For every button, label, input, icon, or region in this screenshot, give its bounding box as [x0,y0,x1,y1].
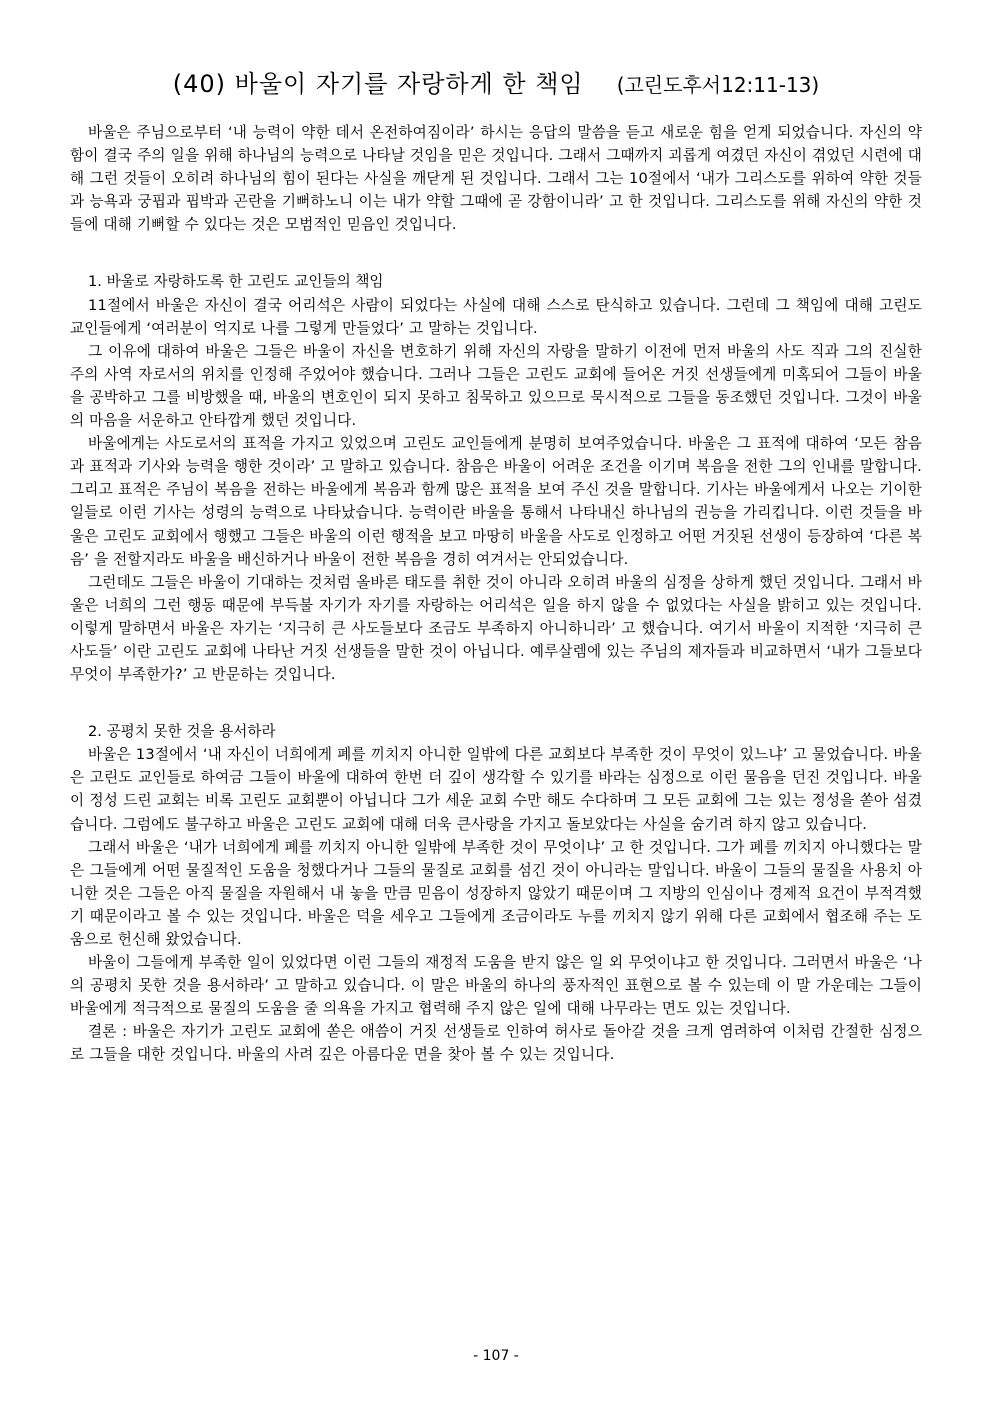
section1-paragraph: 11절에서 바울은 자신이 결국 어리석은 사람이 되었다는 사실에 대해 스스로 탄식하고 있습니다. 그런데 그 책임에 대해 고린도 교인들에게 ‘여러분이 억지로 나를 그렇게 만들었다’ 고 말하는 것입니다. [70,296,922,337]
title-row [70,64,922,99]
section2-paragraph: 바울은 13절에서 ‘내 자신이 너희에게 폐를 끼치지 아니한 일밖에 다른 교회보다 부족한 것이 무엇이 있느냐’ 고 물었습니다. 바울은 고린도 교인들로 하여금 그들이 바울에 대하여 한번 더 깊이 생각할 수 있기를 바라는 심정으로 이런 물음을 던진 것입니다. 바울이 정성 드린 교회는 비록 고린도 교회뿐이 아닙니다 그가 세운 교회 수만 해도 수다하며 그 모든 교회에 그는 있는 정성을 쏟아 섬겼습니다. 그럼에도 불구하고 바울은 고린도 교회에 대해 더욱 큰사랑을 가지고 돌보았다는 사실을 숨기려 하지 않고 있습니다. [70,746,922,833]
page-title: (40) 바울이 자기를 자랑하게 한 책임 [172,70,584,98]
intro-paragraph: 바울은 주님으로부터 ‘내 능력이 약한 데서 온전하여짐이라’ 하시는 응답의 말씀을 듣고 새로운 힘을 얻게 되었습니다. 자신의 약함이 결국 주의 일을 위해 하나님의 능력으로 나타날 것임을 믿은 것입니다. 그래서 그때까지 괴롭게 여겼던 자신이 겪었던 시련에 대해 그런 것들이 오히려 하나님의 힘이 된다는 사실을 깨닫게 된 것입니다. 그래서 그는 10절에서 ‘내가 그리스도를 위하여 약한 것들과 능욕과 궁핍과 핍박과 곤란을 기뻐하노니 이는 내가 약할 그때에 곧 강함이니라’ 고 한 것입니다. 그리스도를 위해 자신의 약한 것들에 대해 기뻐할 수 있다는 것은 모범적인 믿음인 것입니다. [70,124,922,234]
section1-paragraph: 바울에게는 사도로서의 표적을 가지고 있었으며 고린도 교인들에게 분명히 보여주었습니다. 바울은 그 표적에 대하여 ‘모든 참음과 표적과 기사와 능력을 행한 것이라’ 고 말하고 있습니다. 참음은 바울이 어려운 조건을 이기며 복음을 전한 그의 인내를 말합니다. 그리고 표적은 주님이 복음을 전하는 바울에게 복음과 함께 많은 표적을 보여 주신 것을 말합니다. 기사는 바울에게서 나오는 기이한 일들로 이런 기사는 성령의 능력으로 나타났습니다. 능력이란 바울을 통해서 나타내신 하나님의 권능을 가리킵니다. 이런 것들을 바울은 고린도 교회에서 행했고 그들은 바울의 이런 행적을 보고 마땅히 바울을 사도로 인정하고 어떤 거짓된 선생이 등장하여 ‘다른 복음’ 을 전할지라도 바울을 배신하거나 바울이 전한 복음을 경히 여겨서는 안되었습니다. [70,435,922,568]
section-heading-1: 1. 바울로 자랑하도록 한 고린도 교인들의 책임 [88,273,384,291]
spacer [70,686,922,720]
section1-paragraph: 그런데도 그들은 바울이 기대하는 것처럼 올바른 태도를 취한 것이 아니라 오히려 바울의 심정을 상하게 했던 것입니다. 그래서 바울은 너희의 그런 행동 때문에 부득불 자기가 자기를 자랑하는 어리석은 일을 하지 않을 수 없었다는 사실을 밝히고 있는 것입니다. 이렇게 말하면서 바울은 자기는 ‘지극히 큰 사도들보다 조금도 부족하지 아니하니라’ 고 했습니다. 여기서 바울이 지적한 ‘지극히 큰 사도들’ 이란 고린도 교회에 나타난 거짓 선생들을 말한 것이 아닙니다. 예루살렘에 있는 주님의 제자들과 비교하면서 ‘내가 그들보다 무엇이 부족한가?’ 고 반문하는 것입니다. [70,573,922,684]
document-page [70,64,922,1067]
section2-paragraph: 그래서 바울은 ‘내가 너희에게 폐를 끼치지 아니한 일밖에 부족한 것이 무엇이냐’ 고 한 것입니다. 그가 폐를 끼치지 아니했다는 말은 그들에게 어떤 물질적인 도움을 청했다거나 그들의 물질로 교회를 섬긴 것이 아니라는 말입니다. 바울이 그들의 물질을 사용치 아니한 것은 그들은 아직 물질을 자원해서 내 놓을 만큼 믿음이 성장하지 않았기 때문이며 그 지방의 인심이나 경제적 요건이 부적격했기 때문이라고 볼 수 있는 것입니다. 바울은 덕을 세우고 그들에게 조금이라도 누를 끼치지 않기 위해 다른 교회에서 협조해 주는 도움으로 헌신해 왔었습니다. [70,838,922,948]
section2-paragraph: 바울이 그들에게 부족한 일이 있었다면 이런 그들의 재정적 도움을 받지 않은 일 외 무엇이냐고 한 것입니다. 그러면서 바울은 ‘나의 공평치 못한 것을 용서하라’ 고 말하고 있습니다. 이 말은 바울의 하나의 풍자적인 표현으로 볼 수 있는데 이 말 가운데는 그들이 바울에게 적극적으로 물질의 도움을 줄 의욕을 가지고 협력해 주지 않은 일에 대해 나무라는 면도 있는 것입니다. [70,954,922,1018]
section-heading-2: 2. 공평치 못한 것을 용서하라 [88,723,276,741]
scripture-reference: (고린도후서12:11-13) [616,73,820,97]
conclusion-paragraph: 결론 : 바울은 자기가 고린도 교회에 쏟은 애씀이 거짓 선생들로 인하여 허사로 돌아갈 것을 크게 염려하여 이처럼 간절한 심정으로 그들을 대한 것입니다. 바울의 사려 깊은 아름다운 면을 찾아 볼 수 있는 것입니다. [70,1023,922,1064]
section1-paragraph: 그 이유에 대하여 바울은 그들은 바울이 자신을 변호하기 위해 자신의 자랑을 말하기 이전에 먼저 바울의 사도 직과 그의 진실한 주의 사역 자로서의 위치를 인정해 주었어야 했습니다. 그러나 그들은 고린도 교회에 들어온 거짓 선생들에게 미혹되어 그들이 바울을 공박하고 그를 비방했을 때, 바울의 변호인이 되지 못하고 침묵하고 있으므로 묵시적으로 그들을 동조했던 것입니다. 그것이 바울의 마음을 서운하고 안타깝게 했던 것입니다. [70,342,922,430]
page-number: - 107 - [473,1348,519,1364]
spacer [70,236,922,270]
